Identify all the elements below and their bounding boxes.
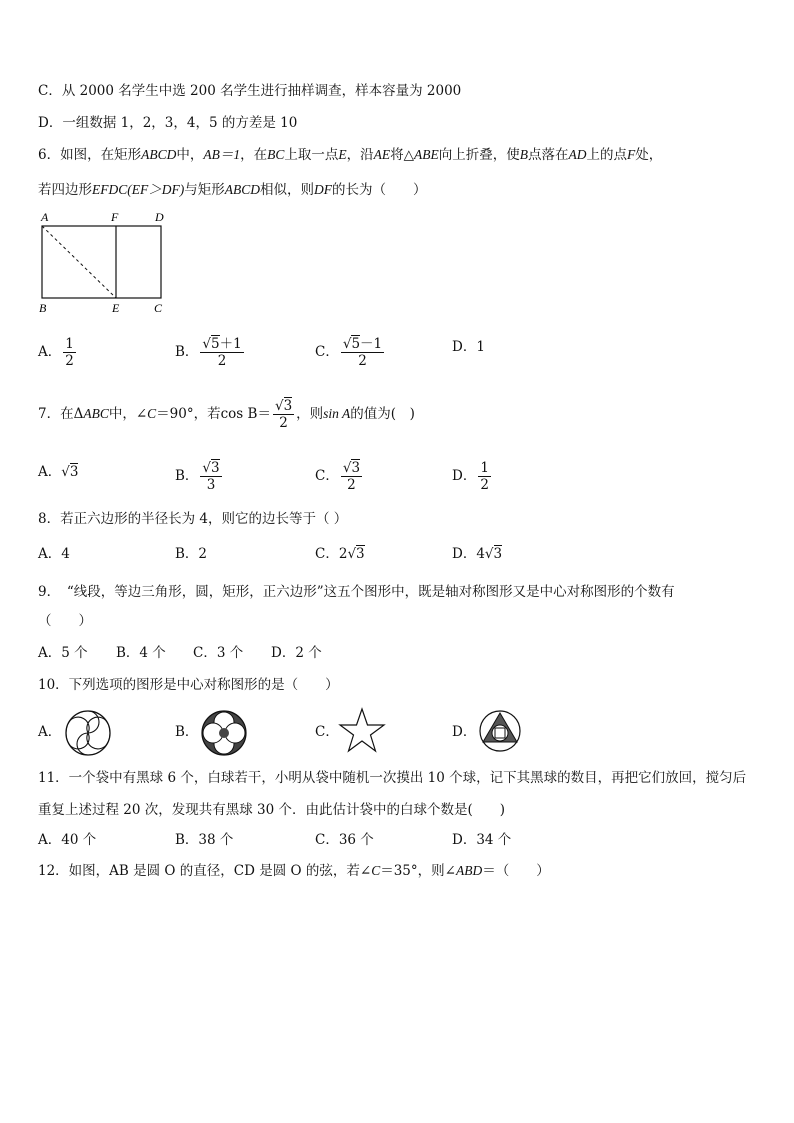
q10-option-c-label: C． <box>315 724 339 740</box>
q6-option-c: C． $\frac{√5-1}{2}$ <box>315 336 383 369</box>
q11-option-a: A．40 个 <box>38 832 97 848</box>
q5-option-d: D．一组数据 1，2，3，4，5 的方差是 10 <box>38 115 298 131</box>
q10-figure-b-flower-icon <box>200 709 248 757</box>
q10-figure-d-triangle-icon <box>478 709 522 753</box>
q7-option-a: A．√3 <box>38 464 79 480</box>
q9-answer-paren: （ ） <box>38 613 92 629</box>
q7-option-b: B． $\frac{√3}{3}$ <box>175 460 220 493</box>
q10-figure-a-swirl-icon <box>64 709 112 757</box>
q8-stem: 8．若正六边形的半径长为 4，则它的边长等于（ ） <box>38 511 348 527</box>
q11-stem-line2: 重复上述过程 20 次，发现共有黑球 30 个．由此估计袋中的白球个数是( ) <box>38 802 506 818</box>
q9-stem: 9． “线段，等边三角形，圆，矩形，正六边形”这五个图形中，既是轴对称图形又是中心对称图形的个数有 <box>38 584 675 600</box>
q8-option-b: B．2 <box>175 546 208 562</box>
q6-option-a: A． $\frac{1}{2}$ <box>38 336 74 369</box>
label-f: F <box>111 210 119 224</box>
q6-stem-line1: 6．如图，在矩形ABCD中，AB＝1，在BC上取一点E，沿AE将△ABE向上折叠，使B点落在AD上的点F处， <box>38 147 663 163</box>
label-e: E <box>112 301 120 315</box>
q6-option-b: B． $\frac{√5+1}{2}$ <box>175 336 242 369</box>
q9-option-b: B．4 个 <box>116 645 166 661</box>
q9-option-c: C．3 个 <box>193 645 244 661</box>
q8-option-a: A．4 <box>38 546 70 562</box>
q7-stem: 7．在ΔABC中，∠C＝90°，若cos B＝ $\frac{√3}{2}$ ，则sin A的值为( ) <box>38 398 415 431</box>
q5-option-c: C．从 2000 名学生中选 200 名学生进行抽样调查，样本容量为 2000 <box>38 83 462 99</box>
q9-option-a: A．5 个 <box>38 645 88 661</box>
q8-option-d: D．4√3 <box>452 546 503 562</box>
q6-stem-line2: 若四边形EFDC(EF＞DF)与矩形ABCD相似，则DF的长为（ ） <box>38 182 427 198</box>
q11-stem-line1: 11．一个袋中有黑球 6 个，白球若干，小明从袋中随机一次摸出 10 个球，记下其黑球的数目，再把它们放回，搅匀后 <box>38 770 747 786</box>
q6-rectangle-figure <box>36 208 176 318</box>
q8-option-c: C．2√3 <box>315 546 365 562</box>
q6-option-d: D．1 <box>452 339 485 355</box>
q10-figure-c-star-icon <box>338 707 386 755</box>
label-a: A <box>41 210 49 224</box>
label-d: D <box>155 210 164 224</box>
label-c: C <box>154 301 163 315</box>
q10-option-a-label: A． <box>38 724 62 740</box>
q11-option-b: B．38 个 <box>175 832 234 848</box>
q10-option-b-label: B． <box>175 724 199 740</box>
q7-option-c: C． $\frac{√3}{2}$ <box>315 460 361 493</box>
q10-stem: 10．下列选项的图形是中心对称图形的是（ ） <box>38 677 339 693</box>
q11-option-c: C．36 个 <box>315 832 374 848</box>
fold-line-ae <box>42 226 116 298</box>
q9-option-d: D．2 个 <box>271 645 322 661</box>
q11-option-d: D．34 个 <box>452 832 512 848</box>
q7-option-d: D． $\frac{1}{2}$ <box>452 460 489 493</box>
q10-option-d-label: D． <box>452 724 477 740</box>
rectangle-abcd <box>42 226 161 298</box>
label-b: B <box>39 301 47 315</box>
q12-stem: 12．如图，AB 是圆 O 的直径，CD 是圆 O 的弦，若∠C＝35°，则∠ABD＝（ ） <box>38 863 550 879</box>
